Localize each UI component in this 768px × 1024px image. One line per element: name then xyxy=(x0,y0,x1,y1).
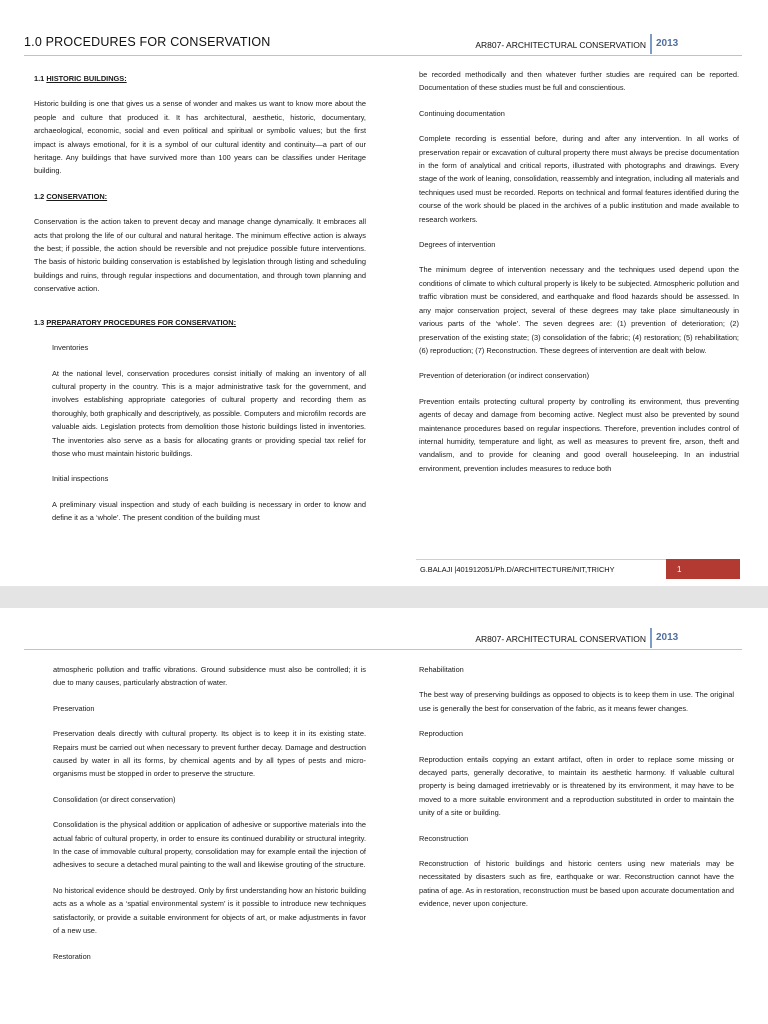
section-title: HISTORIC BUILDINGS: xyxy=(46,74,127,83)
header-year: 2013 xyxy=(656,38,679,49)
paragraph: The best way of preserving buildings as opposed to objects is to keep them in use. The original use is generally the best for conservation of the fabric, as it means fewer changes. xyxy=(419,690,734,713)
subheading-rehabilitation: Rehabilitation xyxy=(419,665,464,674)
paragraph: Conservation is the action taken to prevent decay and manage change dynamically. It embraces all acts that prolong the life of our cultural and natural heritage. The minimum effective action is always the best; if possible, the action should be reversible and not prejudice possible future interventions. The basis of historic building conservation is established by legislation through listing and scheduling buildings and ruins, through regular inspections and documentation, and through town planning and conservative action. xyxy=(34,217,366,294)
paragraph: atmospheric pollution and traffic vibrations. Ground subsidence must also be controlled; it is due to many causes, particularly abstraction of water. xyxy=(53,665,366,688)
section-number: 1.2 xyxy=(34,191,45,201)
subheading-reconstruction: Reconstruction xyxy=(419,833,469,843)
paragraph: Reconstruction of historic buildings and historic centers using new materials may be necessitated by disasters such as fire, earthquake or war. Reconstruction cannot have the patina of age. As in restoration, reconstruction must be based upon accurate documentation and evidence, never upon conjecture. xyxy=(419,859,734,909)
paragraph: Reproduction entails copying an extant artifact, often in order to replace some missing or decayed parts, generally decorative, to maintain its aesthetic harmony. If valuable cultural property is being damaged irretrievably or is threatened by its environment, it may have to be moved to a more suitable environment and a reproduction substituted in order to maintain the unity of a site or building. xyxy=(419,754,734,818)
footer-rule xyxy=(416,559,666,560)
footer-author: G.BALAJI |401912051/Ph.D/ARCHITECTURE/NIT,TRICHY xyxy=(420,565,615,574)
document-page-2 xyxy=(0,608,768,1024)
section-heading-1-3 xyxy=(34,316,366,329)
subheading-degrees-of-intervention: Degrees of intervention xyxy=(419,240,496,250)
paragraph: A preliminary visual inspection and study of each building is necessary in order to know and define it as a ‘whole’. The present condition of the building must xyxy=(52,499,366,523)
section-number: 1.1 xyxy=(34,74,45,83)
paragraph: Prevention entails protecting cultural property by controlling its environment, thus preventing agents of decay and damage from becoming active. Neglect must also be prevented by sound maintenance procedures based on regular inspections. Therefore, prevention includes control of internal humidity, temperature and light, as well as measures to prevent fire, arson, theft and vandalism, and to provide for cleaning and good overall houseleeping. In an industrial environment, prevention includes measures to reduce both xyxy=(419,396,739,473)
subheading-preservation: Preservation xyxy=(53,703,95,713)
header-divider xyxy=(650,628,652,648)
page2-left-column xyxy=(53,663,366,975)
section-heading-1-1 xyxy=(34,72,366,85)
header-year: 2013 xyxy=(656,632,679,643)
page-number: 1 xyxy=(677,565,682,574)
document-title: 1.0 PROCEDURES FOR CONSERVATION xyxy=(24,35,271,49)
paragraph: be recorded methodically and then whatever further studies are required can be reported. Documentation of these studies must be full and conscientious. xyxy=(419,70,739,93)
course-code-header: AR807- ARCHITECTURAL CONSERVATION xyxy=(475,634,646,644)
subheading-inventories: Inventories xyxy=(52,343,89,353)
section-title: CONSERVATION: xyxy=(46,191,108,201)
section-title: PREPARATORY PROCEDURES FOR CONSERVATION: xyxy=(46,317,237,327)
paragraph: Historic building is one that gives us a sense of wonder and makes us want to know more about the people and culture that produced it. It has architectural, aesthetic, historic, documentary, archaeological, economic, social and even political and spiritual or symbolic values; but the first impact is always emotional, for it is a symbol of our cultural identity and continuity—a part of our heritage. Any buildings that have survived more than 100 years can be classifies under Heritage building. xyxy=(34,99,366,176)
paragraph: The minimum degree of intervention necessary and the techniques used depend upon the conditions of climate to which cultural properly is likely to be subjected. Atmospheric pollution and traffic vibration must be considered, and earthquake and flood hazards should be assessed. In any major conservation project, several of these degrees may take place simultaneously in various parts of the ‘whole’. The seven degrees are: (1) prevention of deterioration; (2) preservation of the existing state; (3) consolidation of the fabric; (4) restoration; (5) rehabilitation; (6) reproduction; (7) Reconstruction. These degrees of intervention are dealt with below. xyxy=(419,265,739,355)
subheading-consolidation: Consolidation (or direct conservation) xyxy=(53,794,176,804)
paragraph: At the national level, conservation procedures consist initially of making an inventory of all cultural property in the country. This is a major administrative task for the government, and involves establishing appropriate categories of cultural property and recording them as thoroughly, both graphically and descriptively, as possible. Computers and microfilm records are valuable aids. Legislation protects from demolition those historic buildings listed in inventories. The inventories also serve as a basis for allocating grants or providing special tax relief for those who must maintain historic buildings. xyxy=(52,368,366,458)
paragraph: No historical evidence should be destroyed. Only by first understanding how an historic building acts as a whole as a ‘spatial environmental system’ is it possible to introduce new techniques satisfactorily, or provide a suitable environment for objects of art, or make adjustments in favor of a new use. xyxy=(53,885,366,936)
subheading-continuing-documentation: Continuing documentation xyxy=(419,108,505,118)
paragraph: Complete recording is essential before, during and after any intervention. In all works of preservation repair or excavation of cultural property there must always be precise documentation in the form of analytical and critical reports, illustrated with photographs and drawings. Every stage of the work of leaning, consolidation, reassembly and integration, including all materials and techniques used must be recorded. Reports on technical and formal features identified during the course of the work should be placed in the archives of a public institution and made available to research workers. xyxy=(419,134,739,224)
page2-right-column xyxy=(419,663,734,923)
subheading-initial-inspections: Initial inspections xyxy=(52,474,109,484)
course-code-header: AR807- ARCHITECTURAL CONSERVATION xyxy=(475,40,646,50)
page1-left-column xyxy=(34,70,366,537)
paragraph: Consolidation is the physical addition or application of adhesive or supportive materials into the actual fabric of cultural property, in order to ensure its continued durability or structural integrity. In the case of immovable cultural property, consolidation may for example entail the injection of adhesives to secure a detached mural painting to the wall and likewise grouting of the structure. xyxy=(53,820,366,870)
section-heading-1-2 xyxy=(34,190,366,203)
header-rule xyxy=(24,649,742,650)
header-divider xyxy=(650,34,652,54)
subheading-reproduction: Reproduction xyxy=(419,729,463,739)
subheading-restoration: Restoration xyxy=(53,951,91,961)
paragraph: Preservation deals directly with cultural property. Its object is to keep it in its existing state. Repairs must be carried out when necessary to prevent further decay. Damage and destruction caused by water in all its forms, by chemical agents and by all types of pests and micro-organisms must be stopped in order to preserve the structure. xyxy=(53,729,366,779)
page1-right-column xyxy=(419,68,739,487)
header-rule xyxy=(24,55,742,56)
subheading-prevention: Prevention of deterioration (or indirect conservation) xyxy=(419,371,590,381)
section-number: 1.3 xyxy=(34,317,45,327)
page-separator xyxy=(0,586,768,608)
